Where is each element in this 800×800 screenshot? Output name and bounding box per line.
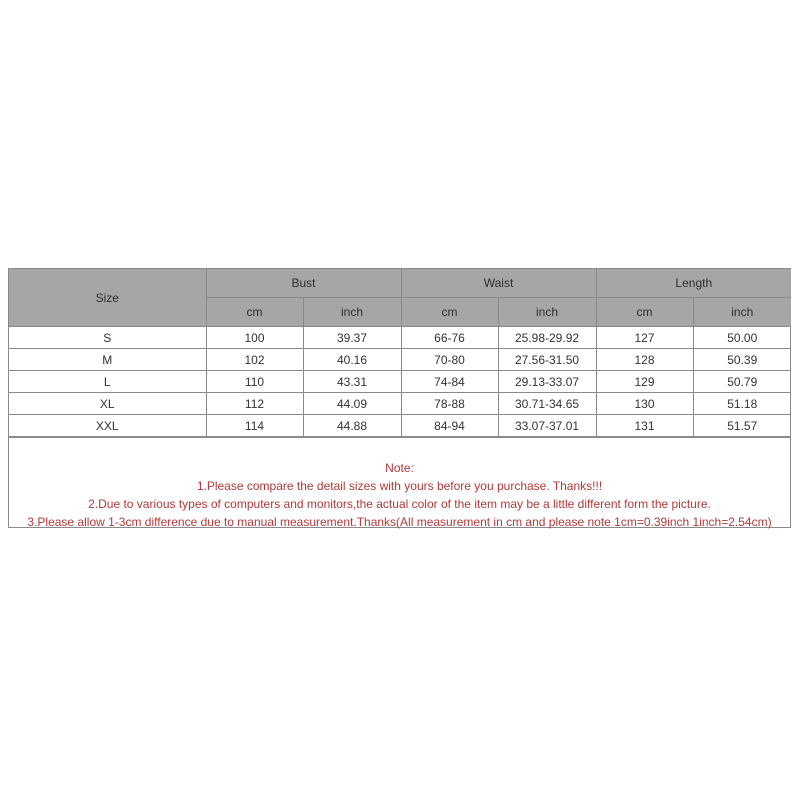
length-cm-cell: 130 [596, 393, 693, 415]
table-row [9, 415, 791, 437]
size-cell: L [9, 371, 206, 393]
waist-inch-cell: 30.71-34.65 [498, 393, 596, 415]
note-line-1: 1.Please compare the detail sizes with yours before you purchase. Thanks!!! [196, 479, 603, 493]
size-header: Size [9, 269, 206, 327]
waist-cm-cell: 66-76 [401, 327, 498, 349]
length-cm-cell: 131 [596, 415, 693, 437]
table-row [9, 393, 791, 415]
bust-inch-cell: 43.31 [303, 371, 401, 393]
waist-inch-cell: 25.98-29.92 [498, 327, 596, 349]
length-cm-header: cm [596, 298, 693, 327]
bust-header: Bust [206, 269, 401, 298]
bust-cm-cell: 114 [206, 415, 303, 437]
bust-inch-cell: 40.16 [303, 349, 401, 371]
length-inch-cell: 51.18 [693, 393, 791, 415]
bust-cm-cell: 112 [206, 393, 303, 415]
notes-section [9, 437, 790, 527]
bust-cm-cell: 110 [206, 371, 303, 393]
length-cm-cell: 128 [596, 349, 693, 371]
waist-cm-cell: 84-94 [401, 415, 498, 437]
length-cm-cell: 127 [596, 327, 693, 349]
table-row [9, 349, 791, 371]
waist-cm-header: cm [401, 298, 498, 327]
size-chart [8, 268, 791, 528]
length-header: Length [596, 269, 791, 298]
length-inch-cell: 51.57 [693, 415, 791, 437]
bust-cm-cell: 102 [206, 349, 303, 371]
waist-inch-header: inch [498, 298, 596, 327]
waist-header: Waist [401, 269, 596, 298]
size-cell: XXL [9, 415, 206, 437]
waist-cm-cell: 78-88 [401, 393, 498, 415]
group-header-row [9, 269, 791, 298]
waist-cm-cell: 74-84 [401, 371, 498, 393]
length-inch-header: inch [693, 298, 791, 327]
size-cell: XL [9, 393, 206, 415]
table-row [9, 371, 791, 393]
note-line-3: 3.Please allow 1-3cm difference due to manual measurement.Thanks(All measurement in cm and please note 1cm=0.39inch 1inch=2.54cm) [27, 515, 772, 529]
note-title: Note: [385, 461, 414, 475]
bust-inch-header: inch [303, 298, 401, 327]
length-inch-cell: 50.00 [693, 327, 791, 349]
size-cell: S [9, 327, 206, 349]
bust-inch-cell: 44.09 [303, 393, 401, 415]
note-line-2: 2.Due to various types of computers and monitors,the actual color of the item may be a little different form the picture. [88, 497, 711, 511]
length-inch-cell: 50.39 [693, 349, 791, 371]
waist-inch-cell: 27.56-31.50 [498, 349, 596, 371]
size-cell: M [9, 349, 206, 371]
length-inch-cell: 50.79 [693, 371, 791, 393]
size-table [9, 269, 791, 437]
waist-inch-cell: 29.13-33.07 [498, 371, 596, 393]
waist-inch-cell: 33.07-37.01 [498, 415, 596, 437]
bust-inch-cell: 39.37 [303, 327, 401, 349]
bust-cm-cell: 100 [206, 327, 303, 349]
bust-inch-cell: 44.88 [303, 415, 401, 437]
table-row [9, 327, 791, 349]
bust-cm-header: cm [206, 298, 303, 327]
waist-cm-cell: 70-80 [401, 349, 498, 371]
length-cm-cell: 129 [596, 371, 693, 393]
